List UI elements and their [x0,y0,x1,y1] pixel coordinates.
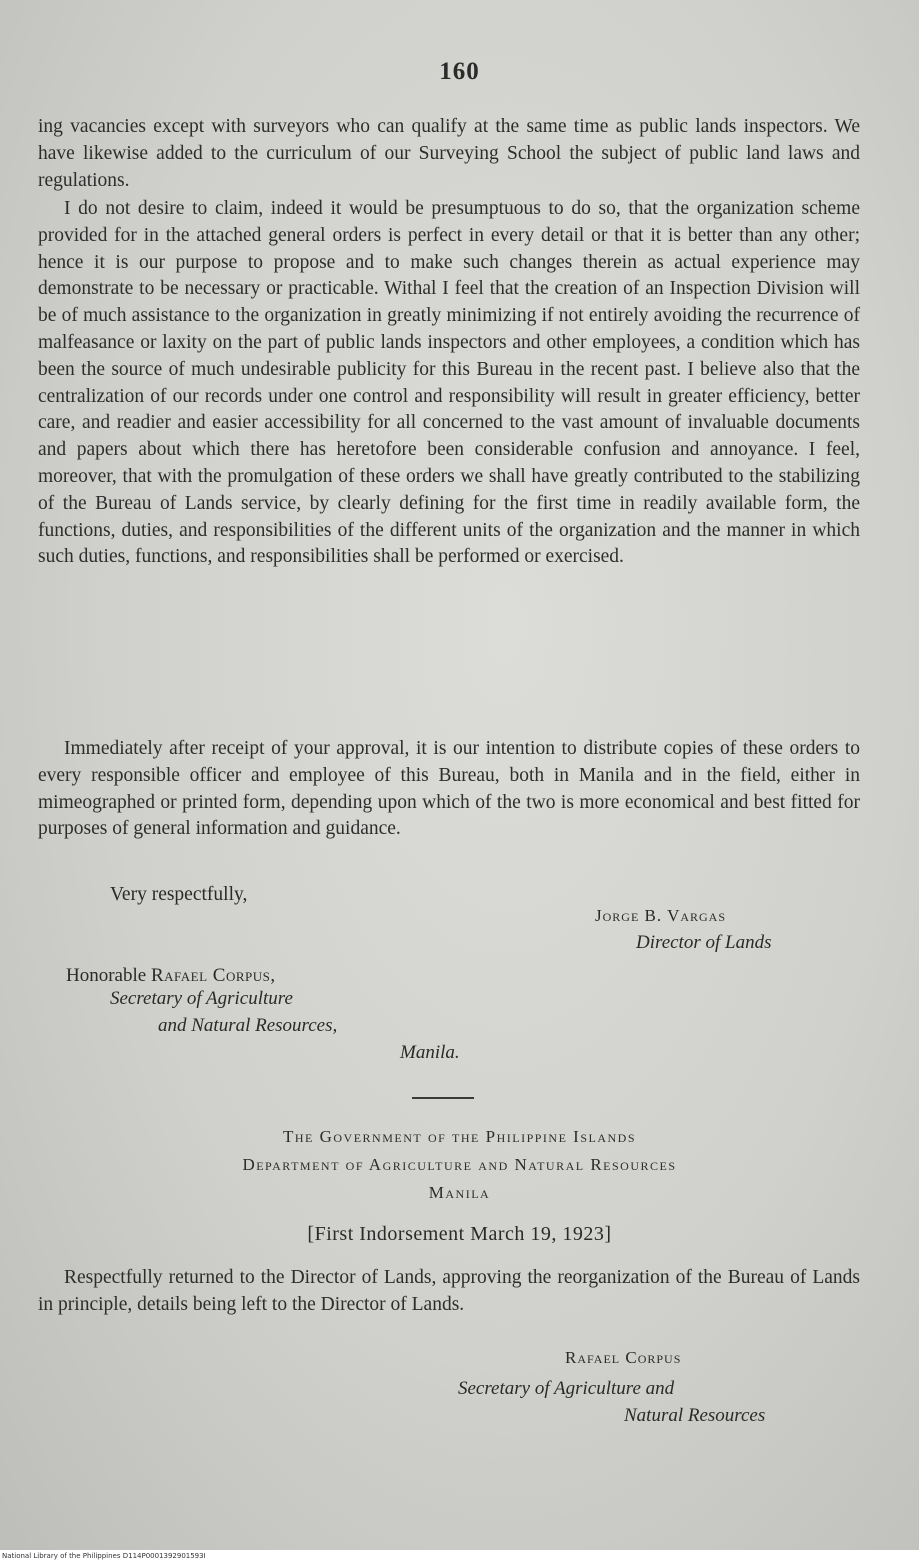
addressee-name: Rafael Corpus, [150,965,276,986]
second-signer-title-1: Secretary of Agriculture and [458,1378,675,1399]
second-signer-title-2: Natural Resources [624,1405,766,1426]
section-divider [412,1097,474,1099]
paragraph-text: Immediately after receipt of your approval, it is our intention to distribute copies of these orders to every responsible officer and employee of this Bureau, both in Manila and in the field, either in mimeographed or printed form, depending upon which of the two is more economical and best fitted for purposes of general information and guidance. [38,738,860,840]
signer-title: Director of Lands [636,932,772,953]
indorsement-line: [First Indorsement March 19, 1923] [307,1223,612,1245]
heading-department: Department of Agriculture and Natural Resources [242,1155,677,1174]
paragraph-text: I do not desire to claim, indeed it would be presumptuous to do so, that the organization scheme provided for in the attached general orders is perfect in every detail or that it is better than any other; hence it is our purpose to propose and to make such changes therein as actual experience may demonstrate to be necessary or practicable. Withal I feel that the creation of an Inspection Division will be of much assistance to the organization in greatly minimizing if not entirely avoiding the recurrence of malfeasance or laxity on the part of public lands inspectors and other employees, a condition which has been the source of much undesirable publicity for this Bureau in the recent past. I believe also that the centralization of our records under one control and responsibility will result in greater efficiency, better care, and readier and easier accessibility for all concerned to the vast amount of invaluable documents and papers about which there has heretofore been considerable confusion and annoyance. I feel, moreover, that with the promulgation of these orders we shall have greatly contributed to the stabilizing of the Bureau of Lands service, by clearly defining for the first time in readily available form, the functions, duties, and responsibilities of the different units of the organization and the manner in which such duties, functions, and responsibilities shall be performed or exercised. [38,198,860,568]
addressee-block [66,962,276,989]
paragraph-distribution [38,736,860,843]
paragraph-organization [38,196,860,571]
paragraph-text: ing vacancies except with surveyors who can qualify at the same time as public lands inspectors. We have likewise added to the curriculum of our Surveying School the subject of public land laws and regulations. [38,116,860,191]
paragraph-continuation [38,114,860,194]
addressee-prefix: Honorable [66,965,147,986]
heading-city: Manila [428,1183,491,1202]
closing-salutation: Very respectfully, [110,884,248,905]
page-number: 160 [439,58,480,85]
addressee-line-1: Secretary of Agriculture [110,988,293,1009]
addressee-line-3: Manila. [400,1042,460,1063]
second-signer-name: Rafael Corpus [565,1348,682,1367]
addressee-line-2: and Natural Resources, [158,1015,338,1036]
paragraph-text: Respectfully returned to the Director of Lands, approving the reorganization of the Bureau of Lands in principle, details being left to the Director of Lands. [38,1267,860,1315]
signer-name: Jorge B. Vargas [595,906,727,925]
paragraph-indorsement [38,1265,860,1319]
footer-source-label: National Library of the Philippines D114P0001392901593I [2,1552,206,1560]
heading-government: The Government of the Philippine Islands [282,1127,637,1146]
